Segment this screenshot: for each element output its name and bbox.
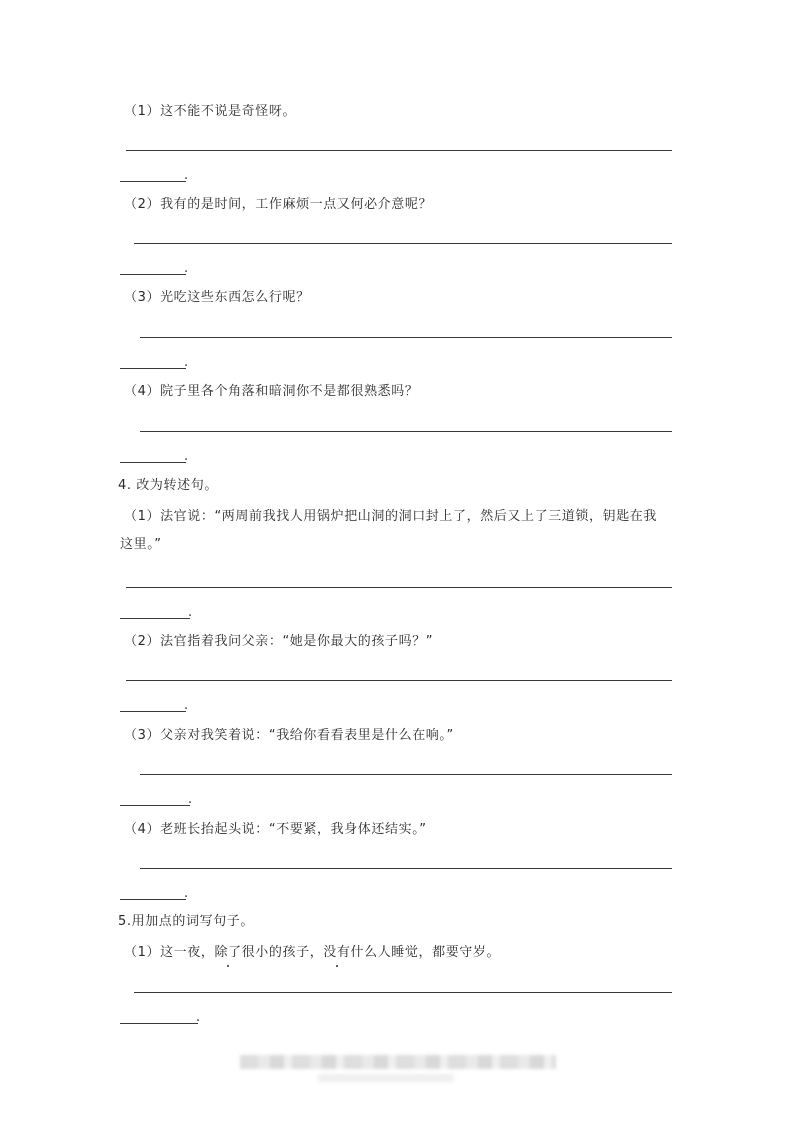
- period: .: [184, 355, 189, 370]
- q5-item-1: [124, 945, 500, 961]
- q3-item-2: （2）我有的是时间，工作麻烦一点又何必介意呢？: [124, 197, 433, 212]
- dotted-word-meiyou: 没有: [323, 945, 351, 960]
- period: .: [184, 449, 189, 464]
- q4-item-2: （2）法官指着我问父亲：“她是你最大的孩子吗？”: [124, 634, 434, 649]
- answer-line[interactable]: [140, 337, 672, 338]
- section-5-heading: 5.用加点的词写句子。: [118, 914, 255, 929]
- answer-line-short[interactable]: [120, 368, 186, 369]
- answer-line[interactable]: [134, 243, 672, 244]
- period: .: [188, 605, 193, 620]
- period: .: [184, 886, 189, 901]
- period: .: [184, 698, 189, 713]
- period: .: [184, 168, 189, 183]
- q4-item-1-cont: 这里。”: [120, 537, 162, 552]
- answer-line[interactable]: [140, 774, 672, 775]
- dotted-word-chule: 除了: [214, 945, 242, 960]
- footer-watermark: [240, 1055, 556, 1069]
- answer-line-short[interactable]: [120, 618, 190, 619]
- period: .: [184, 261, 189, 276]
- period: .: [196, 1010, 201, 1025]
- q4-item-4: （4）老班长抬起头说：“不要紧，我身体还结实。”: [124, 822, 427, 837]
- period: .: [188, 792, 193, 807]
- answer-line[interactable]: [140, 431, 672, 432]
- footer-watermark-sub: [318, 1074, 454, 1082]
- q5-text-after: 什么人睡觉，都要守岁。: [350, 945, 501, 960]
- answer-line-short[interactable]: [120, 462, 186, 463]
- answer-line[interactable]: [126, 680, 672, 681]
- answer-line[interactable]: [140, 868, 672, 869]
- q5-text-middle: 很小的孩子，: [241, 945, 324, 960]
- q5-text-before: （1）这一夜，: [124, 945, 215, 960]
- answer-line-short[interactable]: [120, 274, 186, 275]
- answer-line[interactable]: [126, 150, 672, 151]
- answer-line-short[interactable]: [120, 899, 186, 900]
- q3-item-4: （4）院子里各个角落和暗洞你不是都很熟悉吗？: [124, 384, 419, 399]
- q4-item-1: （1）法官说：“两周前我找人用锅炉把山洞的洞口封上了，然后又上了三道锁，钥匙在我: [124, 509, 658, 524]
- q4-item-3: （3）父亲对我笑着说：“我给你看看表里是什么在响。”: [124, 728, 454, 743]
- answer-line[interactable]: [126, 587, 672, 588]
- section-4-heading: 4. 改为转述句。: [118, 478, 218, 493]
- q3-item-1: （1）这不能不说是奇怪呀。: [124, 104, 297, 119]
- answer-line-short[interactable]: [120, 181, 186, 182]
- answer-line-short[interactable]: [120, 1023, 198, 1024]
- answer-line-short[interactable]: [120, 711, 186, 712]
- answer-line-short[interactable]: [120, 805, 190, 806]
- q3-item-3: （3）光吃这些东西怎么行呢？: [124, 290, 310, 305]
- answer-line[interactable]: [134, 992, 672, 993]
